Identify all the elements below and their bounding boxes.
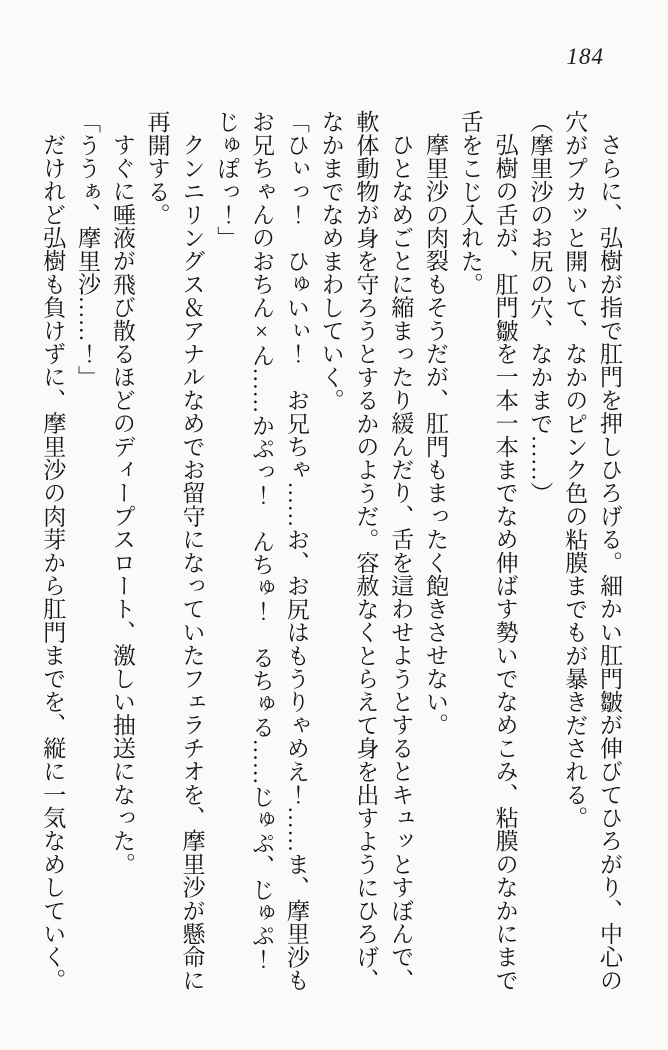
text-line: だけれど弘樹も負けずに、摩里沙の肉芽から肛門までを、縦に一気なめしていく。: [40, 133, 66, 992]
text-line: さらに、弘樹が指で肛門を押しひろげる。細かい肛門皺が伸びてひろがり、中心の: [597, 133, 622, 992]
text-line: すぐに唾液が飛び散るほどのディープスロート、激しい抽送になった。: [109, 133, 135, 876]
text-line: 軟体動物が身を守ろうとするかのようだ。容赦なくとらえて身を出すようにひろげ、: [353, 110, 379, 992]
text-line: 弘樹の舌が、肛門皺を一本一本までなめ伸ばす勢いでなめこみ、粘膜のなかにまで: [492, 133, 518, 992]
text-line: 摩里沙の肉裂もそうだが、肛門もまったく飽きさせない。: [423, 133, 449, 737]
text-line: お兄ちゃんのおちん×ん……かぷっ！ んちゅ！ るちゅる……じゅぷ、じゅぷ！: [249, 110, 275, 971]
text-line: 再開する。: [144, 110, 170, 226]
text-line: 「ひぃっ！ ひゅいぃ！ お兄ちゃ……お、お尻はもうりゃめえ！……ま、摩里沙も: [283, 110, 309, 992]
page-number: 184: [566, 44, 604, 69]
text-line: クンニリングス＆アナルなめでお留守になっていたフェラチオを、摩里沙が懸命に: [179, 133, 205, 992]
text-line: 穴がプカッと開いて、なかのピンク色の粘膜までもが暴きだされる。: [562, 110, 588, 830]
text-line: （摩里沙のお尻の穴、なかまで……）: [527, 110, 553, 505]
text-line: ひとなめごとに縮まったり緩んだり、舌を這わせようとするとキュッとすぼんで、: [388, 133, 414, 992]
text-line: 「ううぁ、摩里沙……！」: [75, 110, 101, 389]
text-line: じゅぽっ！」: [214, 110, 240, 250]
text-line: 舌をこじ入れた。: [457, 110, 483, 296]
text-block: [34, 110, 626, 990]
text-line: なかまでなめまわしていく。: [318, 110, 344, 412]
